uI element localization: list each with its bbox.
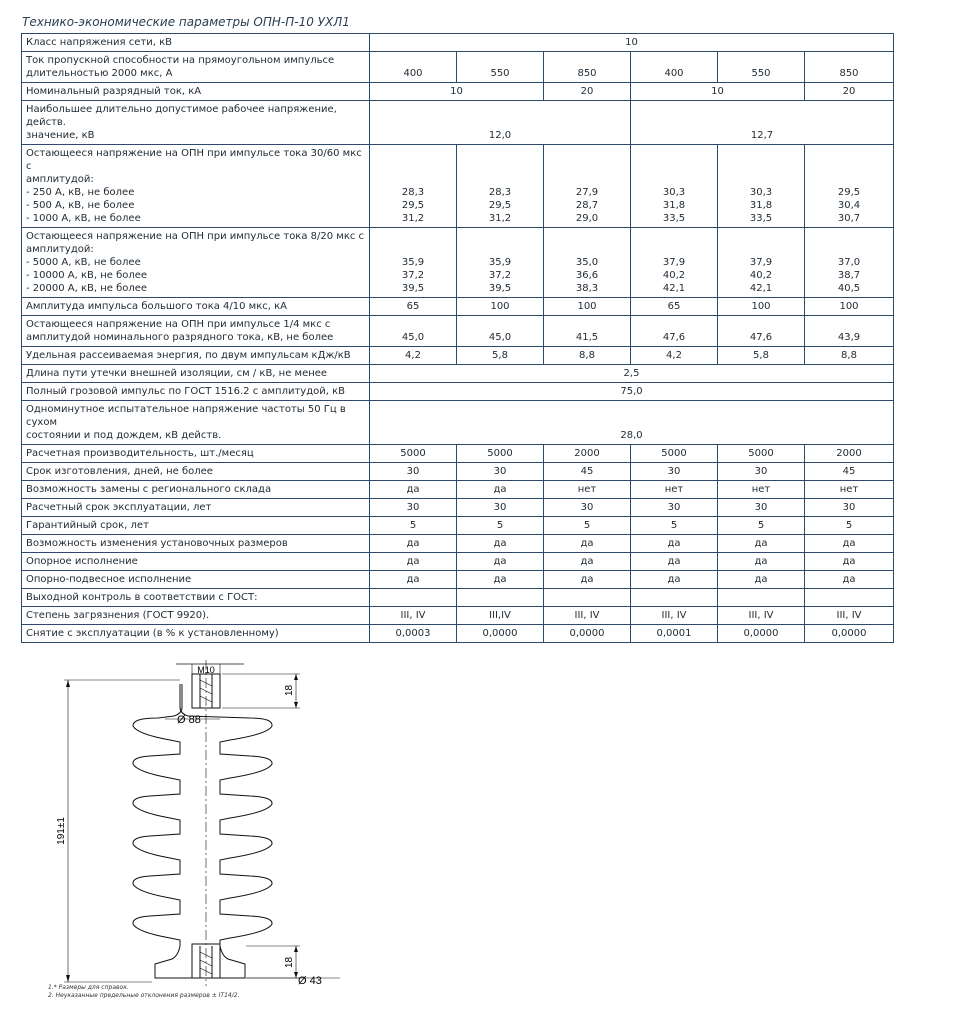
value-cell: 100: [544, 298, 631, 316]
param-label: Удельная рассеиваемая энергия, по двум импульсам кДж/кВ: [26, 350, 351, 361]
param-label: Полный грозовой импульс по ГОСТ 1516.2 с амплитудой, кВ: [26, 386, 345, 397]
value-cell: [370, 589, 457, 607]
table-row: [22, 571, 894, 589]
table-row: [22, 298, 894, 316]
value-cell: III, IV: [631, 607, 718, 625]
value-cell: 400: [370, 52, 457, 83]
value-cell: 4,2: [370, 347, 457, 365]
value-cell: III, IV: [718, 607, 805, 625]
table-row: [22, 228, 894, 298]
value-cell: 5: [718, 517, 805, 535]
param-label: Длина пути утечки внешней изоляции, см / кВ, не менее: [26, 368, 328, 379]
value-cell: 37,9 40,2 42,1: [631, 228, 718, 298]
param-cell: [22, 34, 370, 52]
value-cell: 850: [805, 52, 894, 83]
param-cell: [22, 228, 370, 298]
value-cell: да: [718, 553, 805, 571]
value-cell: 5: [544, 517, 631, 535]
value-cell: 5000: [631, 445, 718, 463]
value-cell: да: [457, 535, 544, 553]
value-cell: III, IV: [544, 607, 631, 625]
value-cell: нет: [718, 481, 805, 499]
value-cell: 37,0 38,7 40,5: [805, 228, 894, 298]
param-cell: [22, 347, 370, 365]
param-label: Класс напряжения сети, кВ: [26, 37, 172, 48]
value-cell: да: [457, 571, 544, 589]
value-cell: 2,5: [370, 365, 894, 383]
value-cell: 100: [718, 298, 805, 316]
value-cell: да: [718, 571, 805, 589]
param-label: Срок изготовления, дней, не более: [26, 466, 213, 477]
value-cell: [718, 589, 805, 607]
value-cell: да: [370, 553, 457, 571]
table-row: [22, 481, 894, 499]
param-label: Остающееся напряжение на ОПН при импульсе 1/4 мкс с амплитудой номинального разрядного тока, кВ, не более: [26, 319, 334, 343]
value-cell: да: [805, 553, 894, 571]
value-cell: 0,0000: [805, 625, 894, 643]
table-row: [22, 445, 894, 463]
value-cell: 29,5 30,4 30,7: [805, 145, 894, 228]
param-cell: [22, 101, 370, 145]
table-row: [22, 52, 894, 83]
value-cell: 5000: [370, 445, 457, 463]
param-cell: [22, 383, 370, 401]
value-cell: III, IV: [805, 607, 894, 625]
value-cell: 30: [457, 499, 544, 517]
table-row: [22, 34, 894, 52]
value-cell: 0,0000: [457, 625, 544, 643]
value-cell: 100: [457, 298, 544, 316]
value-cell: 20: [805, 83, 894, 101]
value-cell: 0,0001: [631, 625, 718, 643]
arrester-drawing: [40, 656, 340, 986]
param-label: Снятие с эксплуатации (в % к установленному): [26, 628, 279, 639]
value-cell: да: [370, 571, 457, 589]
value-cell: III,IV: [457, 607, 544, 625]
thread-label: М10: [197, 665, 215, 675]
param-cell: [22, 499, 370, 517]
param-label: Амплитуда импульса большого тока 4/10 мкс, кА: [26, 301, 288, 312]
value-cell: 47,6: [718, 316, 805, 347]
document-title: Технико-экономические параметры ОПН-П-10 УХЛ1: [22, 15, 350, 29]
value-cell: 30: [718, 499, 805, 517]
param-cell: [22, 401, 370, 445]
param-cell: [22, 553, 370, 571]
table-row: [22, 499, 894, 517]
param-cell: [22, 365, 370, 383]
value-cell: 65: [631, 298, 718, 316]
value-cell: да: [631, 553, 718, 571]
arrester-body-outline: [180, 684, 272, 978]
value-cell: да: [457, 553, 544, 571]
value-cell: [457, 589, 544, 607]
value-cell: нет: [544, 481, 631, 499]
param-label: Ток пропускной способности на прямоугольном импульсе длительностью 2000 мкс, А: [26, 55, 335, 79]
note-2: 2. Неуказанные предельные отклонения размеров ± IT14/2.: [48, 992, 240, 999]
value-cell: 0,0003: [370, 625, 457, 643]
value-cell: 100: [805, 298, 894, 316]
value-cell: 5: [631, 517, 718, 535]
value-cell: 30: [718, 463, 805, 481]
table-row: [22, 463, 894, 481]
param-cell: [22, 535, 370, 553]
value-cell: 35,9 37,2 39,5: [370, 228, 457, 298]
value-cell: 400: [631, 52, 718, 83]
value-cell: 12,0: [370, 101, 631, 145]
table-row: [22, 145, 894, 228]
value-cell: 850: [544, 52, 631, 83]
param-cell: [22, 83, 370, 101]
param-label: Возможность замены с регионального склада: [26, 484, 272, 495]
value-cell: 28,0: [370, 401, 894, 445]
param-label: Остающееся напряжение на ОПН при импульсе тока 8/20 мкс с амплитудой: - 5000 А, кВ, не более - 10000 А, кВ, не более - 20000 А, кВ, не более: [26, 231, 365, 294]
value-cell: да: [805, 571, 894, 589]
value-cell: [631, 589, 718, 607]
value-cell: да: [370, 481, 457, 499]
value-cell: 30: [370, 499, 457, 517]
table-row: [22, 383, 894, 401]
param-cell: [22, 589, 370, 607]
value-cell: да: [544, 553, 631, 571]
param-label: Возможность изменения установочных размеров: [26, 538, 288, 549]
value-cell: 30: [544, 499, 631, 517]
param-cell: [22, 517, 370, 535]
value-cell: 45: [544, 463, 631, 481]
param-label: Одноминутное испытательное напряжение частоты 50 Гц в сухом состоянии и под дождем, кВ действ.: [26, 404, 346, 441]
value-cell: да: [805, 535, 894, 553]
value-cell: 20: [544, 83, 631, 101]
value-cell: 10: [370, 83, 544, 101]
value-cell: 5: [805, 517, 894, 535]
param-cell: [22, 571, 370, 589]
param-label: Расчетная производительность, шт./месяц: [26, 448, 254, 459]
value-cell: 37,9 40,2 42,1: [718, 228, 805, 298]
value-cell: 45,0: [457, 316, 544, 347]
table-row: [22, 401, 894, 445]
value-cell: 5: [370, 517, 457, 535]
value-cell: да: [544, 571, 631, 589]
value-cell: 0,0000: [718, 625, 805, 643]
param-label: Степень загрязнения (ГОСТ 9920).: [26, 610, 210, 621]
table-row: [22, 517, 894, 535]
table-row: [22, 316, 894, 347]
table-row: [22, 607, 894, 625]
value-cell: [544, 589, 631, 607]
param-label: Выходной контроль в соответствии с ГОСТ:: [26, 592, 258, 603]
value-cell: 30,3 31,8 33,5: [718, 145, 805, 228]
note-1: 1.* Размеры для справок.: [48, 984, 129, 991]
arrester-body-outline-left: [133, 684, 182, 978]
table-row: [22, 83, 894, 101]
table-row: [22, 347, 894, 365]
table-row: [22, 625, 894, 643]
value-cell: 5,8: [718, 347, 805, 365]
param-cell: [22, 316, 370, 347]
param-label: Опорно-подвесное исполнение: [26, 574, 192, 585]
value-cell: 27,9 28,7 29,0: [544, 145, 631, 228]
value-cell: 5: [457, 517, 544, 535]
param-label: Остающееся напряжение на ОПН при импульсе тока 30/60 мкс с амплитудой: - 250 А, кВ, не более - 500 А, кВ, не более - 1000 А, кВ, не более: [26, 148, 362, 224]
param-label: Гарантийный срок, лет: [26, 520, 149, 531]
value-cell: 30: [370, 463, 457, 481]
value-cell: да: [370, 535, 457, 553]
value-cell: 30: [805, 499, 894, 517]
value-cell: 28,3 29,5 31,2: [370, 145, 457, 228]
table-row: [22, 365, 894, 383]
value-cell: да: [457, 481, 544, 499]
table-row: [22, 535, 894, 553]
param-label: Расчетный срок эксплуатации, лет: [26, 502, 212, 513]
param-label: Опорное исполнение: [26, 556, 138, 567]
value-cell: 8,8: [805, 347, 894, 365]
shed-diameter-label: Ø 88: [177, 714, 201, 726]
value-cell: [805, 589, 894, 607]
value-cell: 5000: [457, 445, 544, 463]
param-cell: [22, 145, 370, 228]
value-cell: 10: [370, 34, 894, 52]
value-cell: 5,8: [457, 347, 544, 365]
param-label: Наибольшее длительно допустимое рабочее напряжение, действ. значение, кВ: [26, 104, 337, 141]
param-label: Номинальный разрядный ток, кА: [26, 86, 202, 97]
spec-table-body: [22, 34, 894, 643]
value-cell: 2000: [544, 445, 631, 463]
value-cell: 12,7: [631, 101, 894, 145]
drawing-notes: [48, 984, 239, 1000]
base-diameter-label: Ø 43: [298, 975, 322, 986]
param-cell: [22, 481, 370, 499]
value-cell: 30: [457, 463, 544, 481]
value-cell: 75,0: [370, 383, 894, 401]
value-cell: 35,9 37,2 39,5: [457, 228, 544, 298]
value-cell: 45: [805, 463, 894, 481]
table-row: [22, 101, 894, 145]
value-cell: нет: [805, 481, 894, 499]
param-cell: [22, 607, 370, 625]
value-cell: 4,2: [631, 347, 718, 365]
value-cell: 35,0 36,6 38,3: [544, 228, 631, 298]
value-cell: 550: [718, 52, 805, 83]
param-cell: [22, 463, 370, 481]
value-cell: 5000: [718, 445, 805, 463]
value-cell: 8,8: [544, 347, 631, 365]
total-height-label: 191±1: [56, 817, 67, 845]
value-cell: 45,0: [370, 316, 457, 347]
value-cell: 30: [631, 463, 718, 481]
value-cell: 41,5: [544, 316, 631, 347]
value-cell: 10: [631, 83, 805, 101]
bottom-height-label: 18: [284, 956, 295, 968]
value-cell: нет: [631, 481, 718, 499]
value-cell: 2000: [805, 445, 894, 463]
param-cell: [22, 445, 370, 463]
value-cell: 47,6: [631, 316, 718, 347]
value-cell: да: [631, 571, 718, 589]
value-cell: 65: [370, 298, 457, 316]
value-cell: да: [631, 535, 718, 553]
value-cell: да: [544, 535, 631, 553]
table-row: [22, 589, 894, 607]
table-row: [22, 553, 894, 571]
param-cell: [22, 298, 370, 316]
value-cell: 30: [631, 499, 718, 517]
value-cell: 43,9: [805, 316, 894, 347]
value-cell: 0,0000: [544, 625, 631, 643]
value-cell: 550: [457, 52, 544, 83]
value-cell: III, IV: [370, 607, 457, 625]
value-cell: да: [718, 535, 805, 553]
param-cell: [22, 52, 370, 83]
value-cell: 30,3 31,8 33,5: [631, 145, 718, 228]
param-cell: [22, 625, 370, 643]
top-height-label: 18: [284, 684, 295, 696]
spec-table: [21, 33, 894, 643]
value-cell: 28,3 29,5 31,2: [457, 145, 544, 228]
